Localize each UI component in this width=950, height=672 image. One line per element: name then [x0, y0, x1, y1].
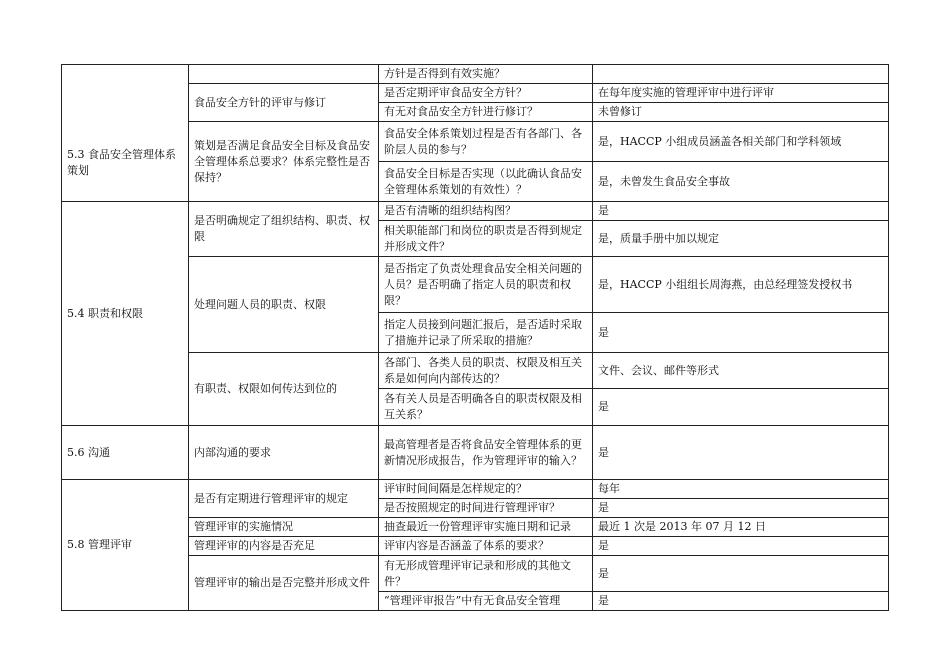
answer-cell: 是 [593, 202, 889, 221]
question-cell: 有无形成管理评审记录和形成的其他文件？ [379, 556, 593, 592]
answer-cell: 是，HACCP 小组组长周海燕，由总经理签发授权书 [593, 257, 889, 313]
answer-cell: 是 [593, 313, 889, 353]
question-cell: 是否有清晰的组织结构图？ [379, 202, 593, 221]
answer-cell [593, 65, 889, 84]
item-review-implementation: 管理评审的实施情况 [189, 518, 379, 537]
section-5-8: 5.8 管理评审 [62, 480, 189, 611]
item-org-structure: 是否明确规定了组织结构、职责、权限 [189, 202, 379, 257]
question-cell: “管理评审报告”中有无食品安全管理 [379, 592, 593, 611]
answer-cell: 是 [593, 426, 889, 480]
question-cell: 食品安全体系策划过程是否有各部门、各阶层人员的参与？ [379, 122, 593, 162]
item-problem-handlers: 处理问题人员的职责、权限 [189, 257, 379, 353]
table-row [62, 202, 889, 221]
question-cell: 是否定期评审食品安全方针？ [379, 84, 593, 103]
question-cell: 最高管理者是否将食品安全管理体系的更新情况形成报告，作为管理评审的输入？ [379, 426, 593, 480]
answer-cell: 未曾修订 [593, 103, 889, 122]
question-cell: 指定人员接到问题汇报后，是否适时采取了措施并记录了所采取的措施？ [379, 313, 593, 353]
item-review-regulation: 是否有定期进行管理评审的规定 [189, 480, 379, 518]
answer-cell: 是，HACCP 小组成员涵盖各相关部门和学科领域 [593, 122, 889, 162]
question-cell: 是否指定了负责处理食品安全相关问题的人员？是否明确了指定人员的职责和权限？ [379, 257, 593, 313]
answer-cell: 是，未曾发生食品安全事故 [593, 162, 889, 202]
question-cell: 评审时间间隔是怎样规定的？ [379, 480, 593, 499]
answer-cell: 是 [593, 592, 889, 611]
question-cell: 评审内容是否涵盖了体系的要求？ [379, 537, 593, 556]
table-row [62, 480, 889, 499]
section-5-4: 5.4 职责和权限 [62, 202, 189, 426]
question-cell: 有无对食品安全方针进行修订？ [379, 103, 593, 122]
question-cell: 是否按照规定的时间进行管理评审？ [379, 499, 593, 518]
answer-cell: 是，质量手册中加以规定 [593, 221, 889, 257]
item-policy-review: 食品安全方针的评审与修订 [189, 84, 379, 122]
answer-cell: 每年 [593, 480, 889, 499]
answer-cell: 是 [593, 537, 889, 556]
question-cell: 抽查最近一份管理评审实施日期和记录 [379, 518, 593, 537]
question-cell: 方针是否得到有效实施？ [379, 65, 593, 84]
question-cell: 食品安全目标是否实现（以此确认食品安全管理体系策划的有效性）？ [379, 162, 593, 202]
answer-cell: 是 [593, 389, 889, 426]
item-internal-communication: 内部沟通的要求 [189, 426, 379, 480]
answer-cell: 是 [593, 499, 889, 518]
item-review-content: 管理评审的内容是否充足 [189, 537, 379, 556]
answer-cell: 最近 1 次是 2013 年 07 月 12 日 [593, 518, 889, 537]
answer-cell: 文件、会议、邮件等形式 [593, 353, 889, 389]
item-communication-of-roles: 有职责、权限如何传达到位的 [189, 353, 379, 426]
table-row [62, 65, 889, 84]
question-cell: 相关职能部门和岗位的职责是否得到规定并形成文件？ [379, 221, 593, 257]
question-cell: 各有关人员是否明确各自的职责权限及相互关系？ [379, 389, 593, 426]
item-cell-empty [189, 65, 379, 84]
section-5-3: 5.3 食品安全管理体系策划 [62, 65, 189, 202]
answer-cell: 在每年度实施的管理评审中进行评审 [593, 84, 889, 103]
table-row [62, 426, 889, 480]
item-review-output: 管理评审的输出是否完整并形成文件 [189, 556, 379, 611]
item-planning: 策划是否满足食品安全目标及食品安全管理体系总要求？体系完整性是否保持？ [189, 122, 379, 202]
answer-cell: 是 [593, 556, 889, 592]
audit-checklist-table [61, 64, 889, 611]
section-5-6: 5.6 沟通 [62, 426, 189, 480]
question-cell: 各部门、各类人员的职责、权限及相互关系是如何向内部传达的？ [379, 353, 593, 389]
